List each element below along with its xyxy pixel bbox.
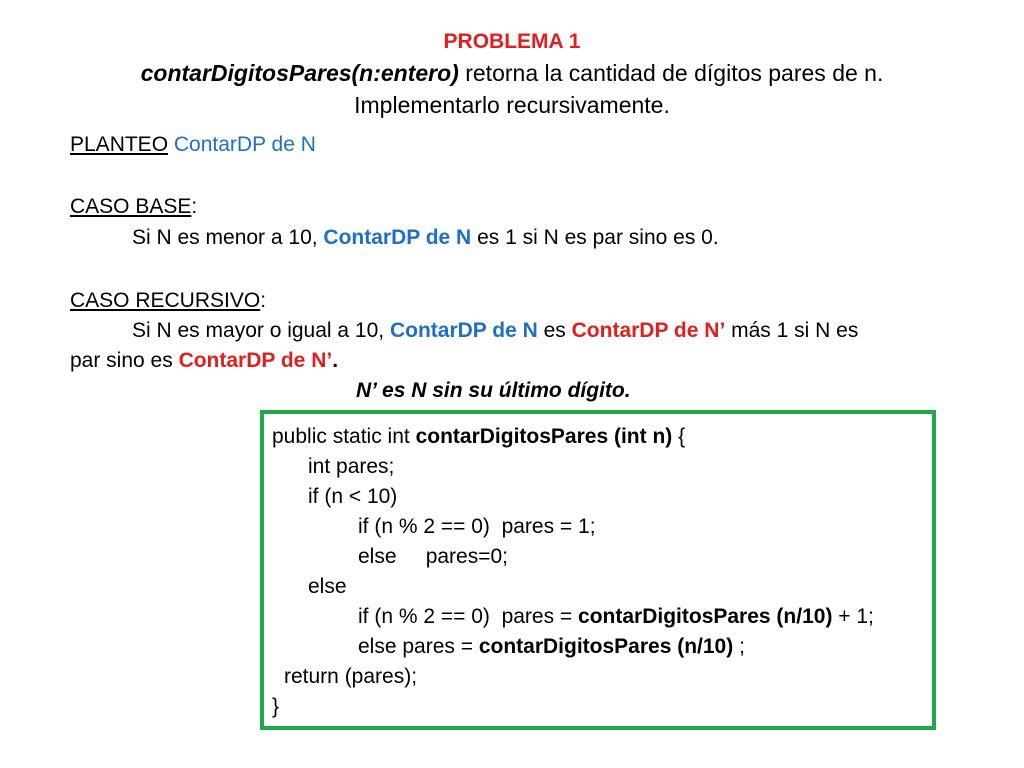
caso-recursivo-label: CASO RECURSIVO bbox=[70, 289, 261, 312]
term-contardp-n: ContarDP de N bbox=[389, 319, 538, 342]
code-line-10: } bbox=[272, 695, 280, 718]
caso-recursivo-heading: CASO RECURSIVO: bbox=[70, 289, 267, 312]
planteo-label: PLANTEO bbox=[70, 133, 169, 156]
planteo-line bbox=[70, 130, 316, 160]
code-line-2: int pares; bbox=[308, 455, 395, 478]
function-signature: contarDigitosPares(n:entero) bbox=[140, 60, 459, 86]
function-description: retorna la cantidad de dígitos pares de n. bbox=[458, 60, 884, 86]
code-line-8: else pares = contarDigitosPares (n/10) ; bbox=[358, 635, 745, 658]
code-line-6: else bbox=[308, 575, 347, 598]
code-line-4: if (n % 2 == 0) pares = 1; bbox=[358, 515, 596, 538]
code-line-7: if (n % 2 == 0) pares = contarDigitosPares (n/10) + 1; bbox=[358, 605, 874, 628]
n-prime-note: N’ es N sin su último dígito. bbox=[356, 379, 631, 402]
implementation-instruction: Implementarlo recursivamente. bbox=[354, 92, 670, 118]
code-line-1: public static int contarDigitosPares (int n) { bbox=[272, 425, 686, 448]
caso-base-label: CASO BASE bbox=[70, 195, 192, 218]
caso-base-description: Si N es menor a 10, ContarDP de N es 1 si N es par sino es 0. bbox=[132, 226, 719, 249]
term-contardp-n-prime: ContarDP de N’ bbox=[571, 319, 726, 342]
term-contardp-n-prime: ContarDP de N’ bbox=[178, 349, 333, 372]
planteo-value: ContarDP de N bbox=[173, 133, 316, 156]
caso-recursivo-line-1: Si N es mayor o igual a 10, ContarDP de N es ContarDP de N’ más 1 si N es bbox=[132, 319, 859, 342]
caso-recursivo-line-2: par sino es ContarDP de N’. bbox=[70, 349, 339, 372]
code-line-5: else pares=0; bbox=[358, 545, 509, 568]
code-line-9: return (pares); bbox=[284, 665, 418, 688]
problem-title: PROBLEMA 1 bbox=[443, 30, 581, 53]
code-box bbox=[260, 410, 936, 730]
term-contardp-n: ContarDP de N bbox=[323, 226, 472, 249]
problem-statement bbox=[0, 58, 1024, 88]
caso-base-heading: CASO BASE: bbox=[70, 195, 198, 218]
code-line-3: if (n < 10) bbox=[308, 485, 398, 508]
